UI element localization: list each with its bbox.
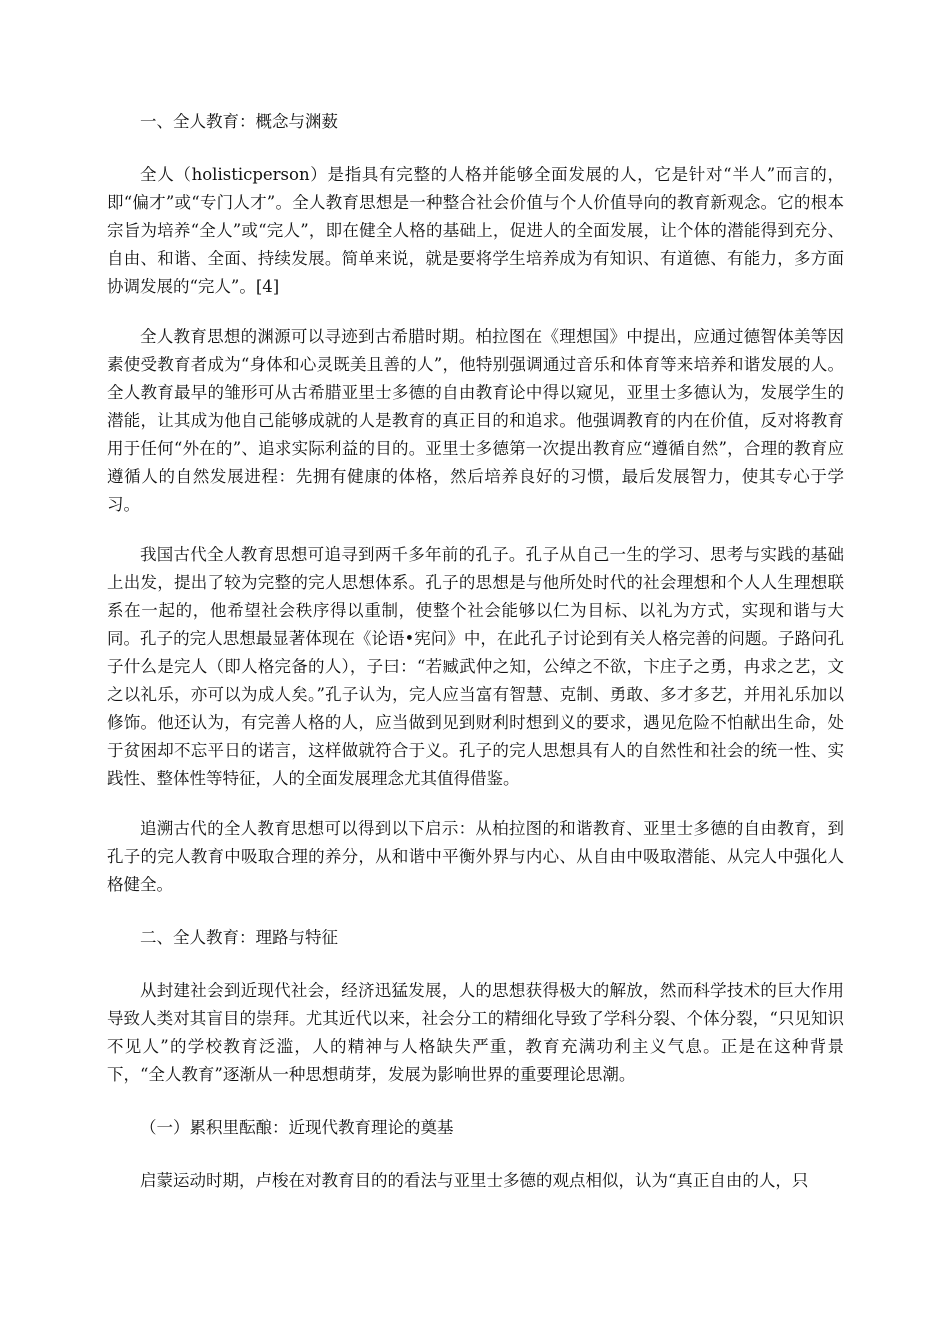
- subsection-heading-1: （一）累积里酝酿：近现代教育理论的奠基: [140, 1118, 454, 1137]
- paragraph-rousseau: 启蒙运动时期，卢梭在对教育目的的看法与亚里士多德的观点相似，认为“真正自由的人，只: [140, 1171, 809, 1190]
- section-heading-2: 二、全人教育：理路与特征: [140, 928, 338, 947]
- document-page: [107, 108, 844, 1195]
- paragraph-confucius: 我国古代全人教育思想可追寻到两千多年前的孔子。孔子从自己一生的学习、思考与实践的基础上出发，提出了较为完整的完人思想体系。孔子的思想是与他所处时代的社会理想和个人人生理想联系在一起的，他希望社会秩序得以重制，使整个社会能够以仁为目标、以礼为方式，实现和谐与大同。孔子的完人思想最显著体现在《论语•宪问》中，在此孔子讨论到有关人格完善的问题。子路问孔子什么是完人（即人格完备的人），子曰：“若臧武仲之知，公绰之不欲，卞庄子之勇，冉求之艺，文之以礼乐，亦可以为成人矣。”孔子认为，完人应当富有智慧、克制、勇敢、多才多艺，并用礼乐加以修饰。他还认为，有完善人格的人，应当做到见到财利时想到义的要求，遇见危险不怕献出生命，处于贫困却不忘平日的诺言，这样做就符合于义。孔子的完人思想具有人的自然性和社会的统一性、实践性、整体性等特征，人的全面发展理念尤其值得借鉴。: [107, 545, 844, 788]
- paragraph-enlightenment-summary: 追溯古代的全人教育思想可以得到以下启示：从柏拉图的和谐教育、亚里士多德的自由教育，到孔子的完人教育中吸取合理的养分，从和谐中平衡外界与内心、从自由中吸取潜能、从完人中强化人格健全。: [107, 819, 844, 894]
- paragraph-holistic-person-definition: 全人（holisticperson）是指具有完整的人格并能够全面发展的人，它是针对“半人”而言的，即“偏才”或“专门人才”。全人教育思想是一种整合社会价值与个人价值导向的教育新观念。它的根本宗旨为培养“全人”或“完人”，即在健全人格的基础上，促进人的全面发展，让个体的潜能得到充分、自由、和谐、全面、持续发展。简单来说，就是要将学生培养成为有知识、有道德、有能力，多方面协调发展的“完人”。[4]: [107, 165, 844, 296]
- paragraph-modern-background: 从封建社会到近现代社会，经济迅猛发展，人的思想获得极大的解放，然而科学技术的巨大作用导致人类对其盲目的崇拜。尤其近代以来，社会分工的精细化导致了学科分裂、个体分裂，“只见知识不见人”的学校教育泛滥，人的精神与人格缺失严重，教育充满功利主义气息。正是在这种背景下，“全人教育”逐渐从一种思想萌芽，发展为影响世界的重要理论思潮。: [107, 981, 844, 1084]
- paragraph-greek-origins: 全人教育思想的渊源可以寻迹到古希腊时期。柏拉图在《理想国》中提出，应通过德智体美等因素使受教育者成为“身体和心灵既美且善的人”，他特别强调通过音乐和体育等来培养和谐发展的人。全人教育最早的雏形可从古希腊亚里士多德的自由教育论中得以窥见，亚里士多德认为，发展学生的潜能，让其成为他自己能够成就的人是教育的真正目的和追求。他强调教育的内在价值，反对将教育用于任何“外在的”、追求实际利益的目的。亚里士多德第一次提出教育应“遵循自然”，合理的教育应遵循人的自然发展进程：先拥有健康的体格，然后培养良好的习惯，最后发展智力，使其专心于学习。: [107, 327, 844, 514]
- section-heading-1: 一、全人教育：概念与渊薮: [140, 112, 338, 131]
